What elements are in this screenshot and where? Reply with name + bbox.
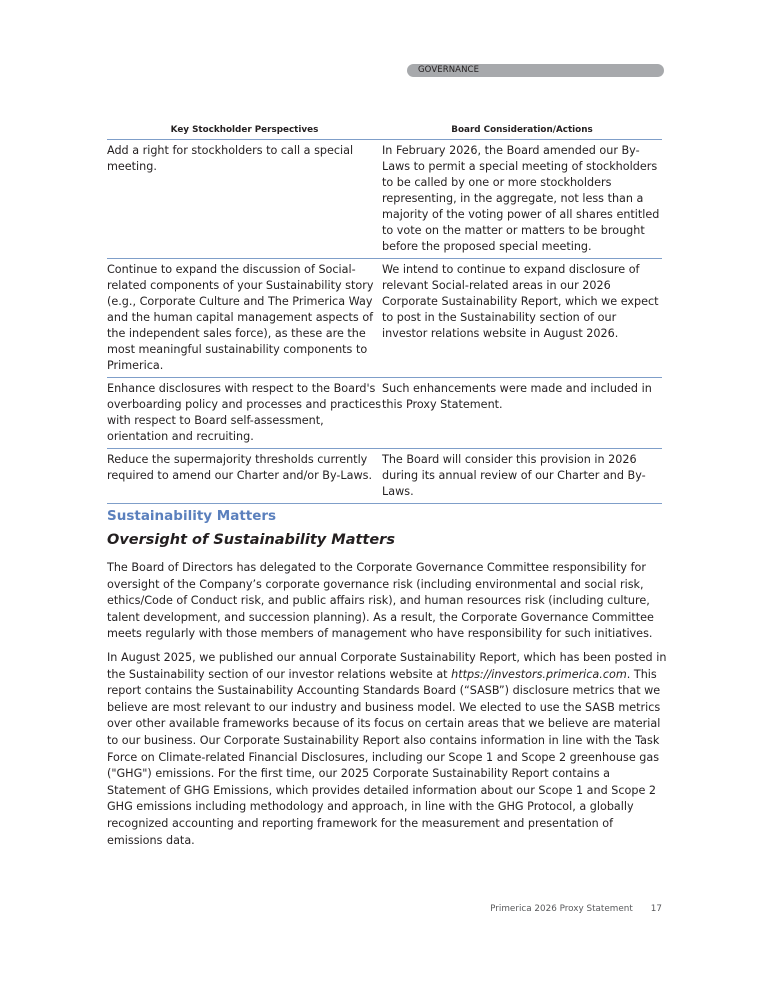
table-row xyxy=(107,378,662,449)
document-title: Primerica 2026 Proxy Statement xyxy=(490,904,633,914)
action-cell: Such enhancements were made and included in this Proxy Statement. xyxy=(382,378,662,449)
oversight-paragraph: The Board of Directors has delegated to the Corporate Governance Committee responsibility for oversight of the Company’s corporate governance risk (including environmental and social risk, ethics/Code of Conduct risk, and public affairs risk), and human resources risk (including culture, talent development, and succession planning). As a result, the Corporate Governance Committee meets regularly with those members of management who have responsibility for such initiatives. xyxy=(107,561,654,641)
table-row xyxy=(107,259,662,378)
table-row xyxy=(107,140,662,259)
investor-relations-link[interactable]: https://investors.primerica.com xyxy=(451,667,627,681)
perspective-cell: Continue to expand the discussion of Social-related components of your Sustainability story (e.g., Corporate Culture and The Primerica Way and the human capital management aspects of the independent sales force), as these are the most meaningful sustainability components to Primerica. xyxy=(107,259,382,378)
section-heading: Sustainability Matters xyxy=(107,508,277,524)
table-row xyxy=(107,449,662,504)
perspective-cell: Add a right for stockholders to call a special meeting. xyxy=(107,140,382,259)
page-footer xyxy=(480,904,662,914)
perspective-cell: Reduce the supermajority thresholds currently required to amend our Charter and/or By-Laws. xyxy=(107,449,382,504)
column-header-actions: Board Consideration/Actions xyxy=(382,124,662,140)
action-cell: We intend to continue to expand disclosure of relevant Social-related areas in our 2026 Corporate Sustainability Report, which we expect to post in the Sustainability section of our investor relations website in August 2026. xyxy=(382,259,662,378)
column-header-perspectives: Key Stockholder Perspectives xyxy=(107,124,382,140)
stockholder-perspectives-table xyxy=(107,124,662,504)
section-tab-governance: GOVERNANCE xyxy=(407,64,664,77)
paragraph-text: In August 2025, we published our annual Corporate Sustainability Report, which has been posted in the Sustainability section of our investor relations website at xyxy=(107,651,667,681)
sustainability-report-paragraph xyxy=(107,650,667,849)
action-cell: In February 2026, the Board amended our By-Laws to permit a special meeting of stockholders to be called by one or more stockholders representing, in the aggregate, not less than a majority of the voting power of all shares entitled to vote on the matter or matters to be brought before the proposed special meeting. xyxy=(382,140,662,259)
table-header-row xyxy=(107,124,662,140)
paragraph-text: . This report contains the Sustainability Accounting Standards Board (“SASB”) disclosure metrics that we believe are most relevant to our industry and business model. We elected to use the SASB metrics over other available frameworks because of its focus on certain areas that we believe are material to our business. Our Corporate Sustainability Report also contains information in line with the Task Force on Climate-related Financial Disclosures, including our Scope 1 and Scope 2 greenhouse gas ("GHG") emissions. For the first time, our 2025 Corporate Sustainability Report contains a Statement of GHG Emissions, which provides detailed information about our Scope 1 and Scope 2 GHG emissions including methodology and approach, in line with the GHG Protocol, a globally recognized accounting and reporting framework for the measurement and presentation of emissions data. xyxy=(107,667,661,847)
page-number: 17 xyxy=(650,904,662,914)
perspective-cell: Enhance disclosures with respect to the Board's overboarding policy and processes and practices with respect to Board self-assessment, orientation and recruiting. xyxy=(107,378,382,449)
section-subheading: Oversight of Sustainability Matters xyxy=(107,532,395,548)
action-cell: The Board will consider this provision in 2026 during its annual review of our Charter and By-Laws. xyxy=(382,449,662,504)
